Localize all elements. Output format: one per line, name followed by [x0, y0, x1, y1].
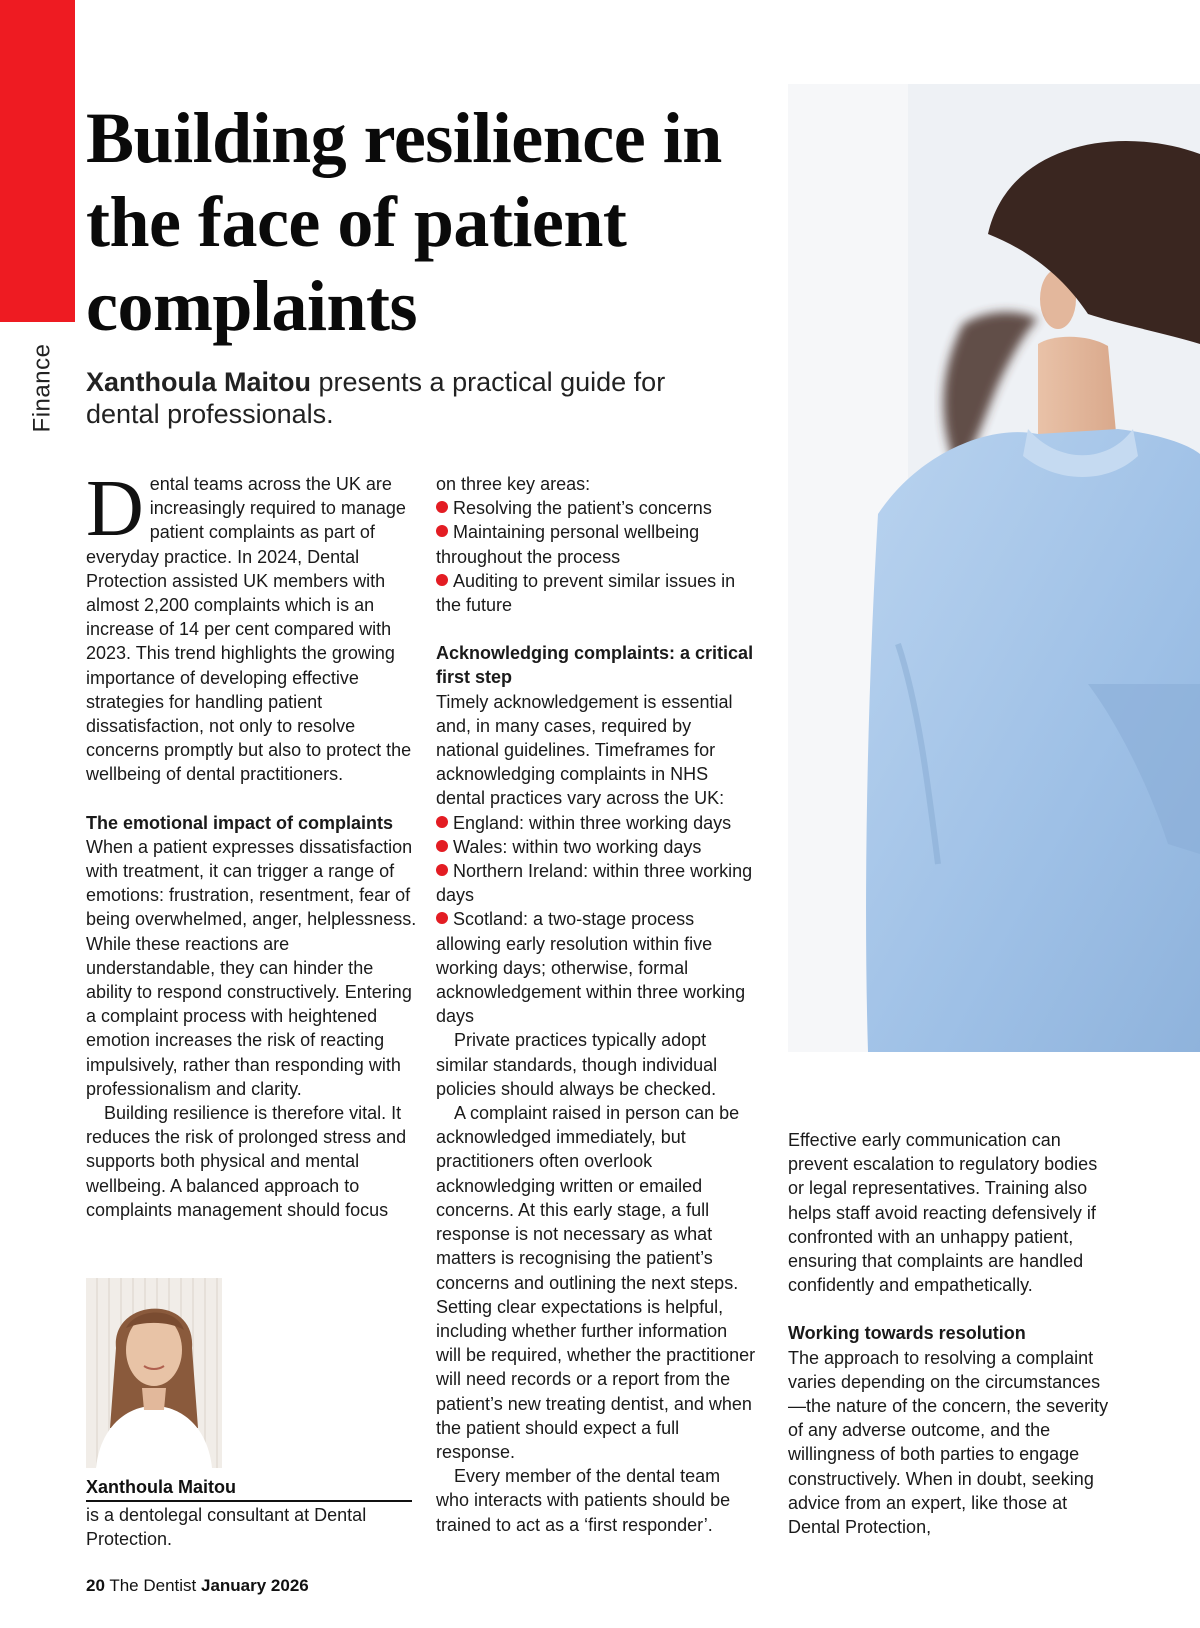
author-bio: is a dentolegal consultant at Dental Protection. [86, 1505, 367, 1549]
bullet-item [436, 907, 756, 1028]
bullet-dot-icon [436, 864, 448, 876]
author-photo [86, 1278, 222, 1468]
drop-cap: D [86, 465, 144, 553]
article-title: Building resilience in the face of patient complaints [86, 98, 722, 346]
subheading-acknowledging: Acknowledging complaints: a critical first step [436, 643, 754, 688]
bullet-item [436, 496, 756, 520]
bullet-item [436, 569, 756, 617]
hero-photo-illustration [788, 84, 1200, 1052]
bullet-dot-icon [436, 574, 448, 586]
bullet-text: Wales: within two working days [453, 836, 702, 857]
bullet-dot-icon [436, 912, 448, 924]
bullet-dot-icon [436, 816, 448, 828]
standfirst-author: Xanthoula Maitou [86, 367, 311, 397]
standfirst-text: presents a practical guide for dental professionals. [86, 367, 666, 429]
paragraph: A complaint raised in person can be acknowledged immediately, but practitioners often overlook acknowledging written or emailed concerns. At this early stage, a full response is not necessary as what matters is recognising the patient’s concerns and outlining the next steps. Setting clear expectations is helpful, including whether further information will be required, whether the practitioner will need records or a report from the patient’s new treating dentist, and when the patient should expect a full response. [436, 1103, 756, 1462]
hero-photo [788, 84, 1200, 1052]
article-column-1 [86, 465, 418, 1222]
paragraph: Every member of the dental team who interacts with patients should be trained to act as a ‘first responder’. [436, 1466, 731, 1535]
bullet-text: Resolving the patient’s concerns [453, 498, 712, 519]
paragraph: The approach to resolving a complaint varies depending on the circumstances—the nature of the concern, the severity of any adverse outcome, and the willingness of both parties to engage constructively. When in doubt, seeking advice from an expert, like those at Dental Protection, [788, 1347, 1109, 1538]
bullet-item [436, 811, 756, 835]
bullet-text: Auditing to prevent similar issues in the future [436, 570, 736, 616]
article-column-2 [436, 472, 756, 1537]
paragraph-continued: on three key areas: [436, 474, 591, 494]
author-portrait-illustration [86, 1278, 222, 1468]
intro-paragraph [86, 465, 418, 787]
bullet-dot-icon [436, 525, 448, 537]
page-number: 20 [86, 1576, 105, 1595]
intro-text: ental teams across the UK are increasingly required to manage patient complaints as part of everyday practice. In 2024, Dental Protection assisted UK members with almost 2,200 complaints which is an increase of 14 per cent compared with 2023. This trend highlights the growing importance of developing effective strategies for handling patient dissatisfaction, not only to resolve concerns promptly but also to protect the wellbeing of dental practitioners. [86, 474, 412, 785]
author-name: Xanthoula Maitou [86, 1476, 412, 1502]
paragraph: Effective early communication can prevent escalation to regulatory bodies or legal representatives. Training also helps staff avoid reacting defensively if confronted with an unhappy patient, ensuring that complaints are handled confidently and empathetically. [788, 1130, 1098, 1296]
issue-date: January 2026 [201, 1576, 309, 1595]
bullet-text: Scotland: a two-stage process allowing early resolution within five working days; otherwise, formal acknowledgement within three working days [436, 909, 746, 1027]
subheading-resolution: Working towards resolution [788, 1323, 1026, 1344]
bullet-dot-icon [436, 501, 448, 513]
bullet-item [436, 520, 756, 568]
section-color-bar [0, 0, 75, 322]
page-footer [86, 1576, 309, 1596]
bullet-item [436, 835, 756, 859]
subheading-emotional-impact: The emotional impact of complaints [86, 812, 394, 833]
bullet-item [436, 859, 756, 907]
section-label-text: Finance [28, 343, 56, 433]
bullet-text: England: within three working days [453, 812, 732, 833]
bullet-dot-icon [436, 840, 448, 852]
magazine-name: The Dentist [104, 1576, 201, 1595]
paragraph: When a patient expresses dissatisfaction with treatment, it can trigger a range of emotions: frustration, resentment, fear of being overwhelmed, anger, helplessness. While these reactions are understandable, they can hinder the ability to respond constructively. Entering a complaint process with heightened emotion increases the risk of reacting impulsively, rather than responding with professionalism and clarity. [86, 836, 417, 1099]
paragraph: Private practices typically adopt similar standards, though individual policies should always be checked. [436, 1030, 718, 1099]
paragraph: Timely acknowledgement is essential and, in many cases, required by national guidelines. Timeframes for acknowledging complaints in NHS dental practices vary across the UK: [436, 691, 733, 809]
standfirst [86, 366, 706, 430]
section-label [20, 343, 64, 433]
paragraph: Building resilience is therefore vital. It reduces the risk of prolonged stress and supports both physical and mental wellbeing. A balanced approach to complaints management should focus [86, 1103, 407, 1220]
bullet-text: Northern Ireland: within three working days [436, 861, 753, 906]
article-column-3 [788, 1128, 1118, 1539]
bullet-text: Maintaining personal wellbeing throughout the process [436, 522, 700, 567]
